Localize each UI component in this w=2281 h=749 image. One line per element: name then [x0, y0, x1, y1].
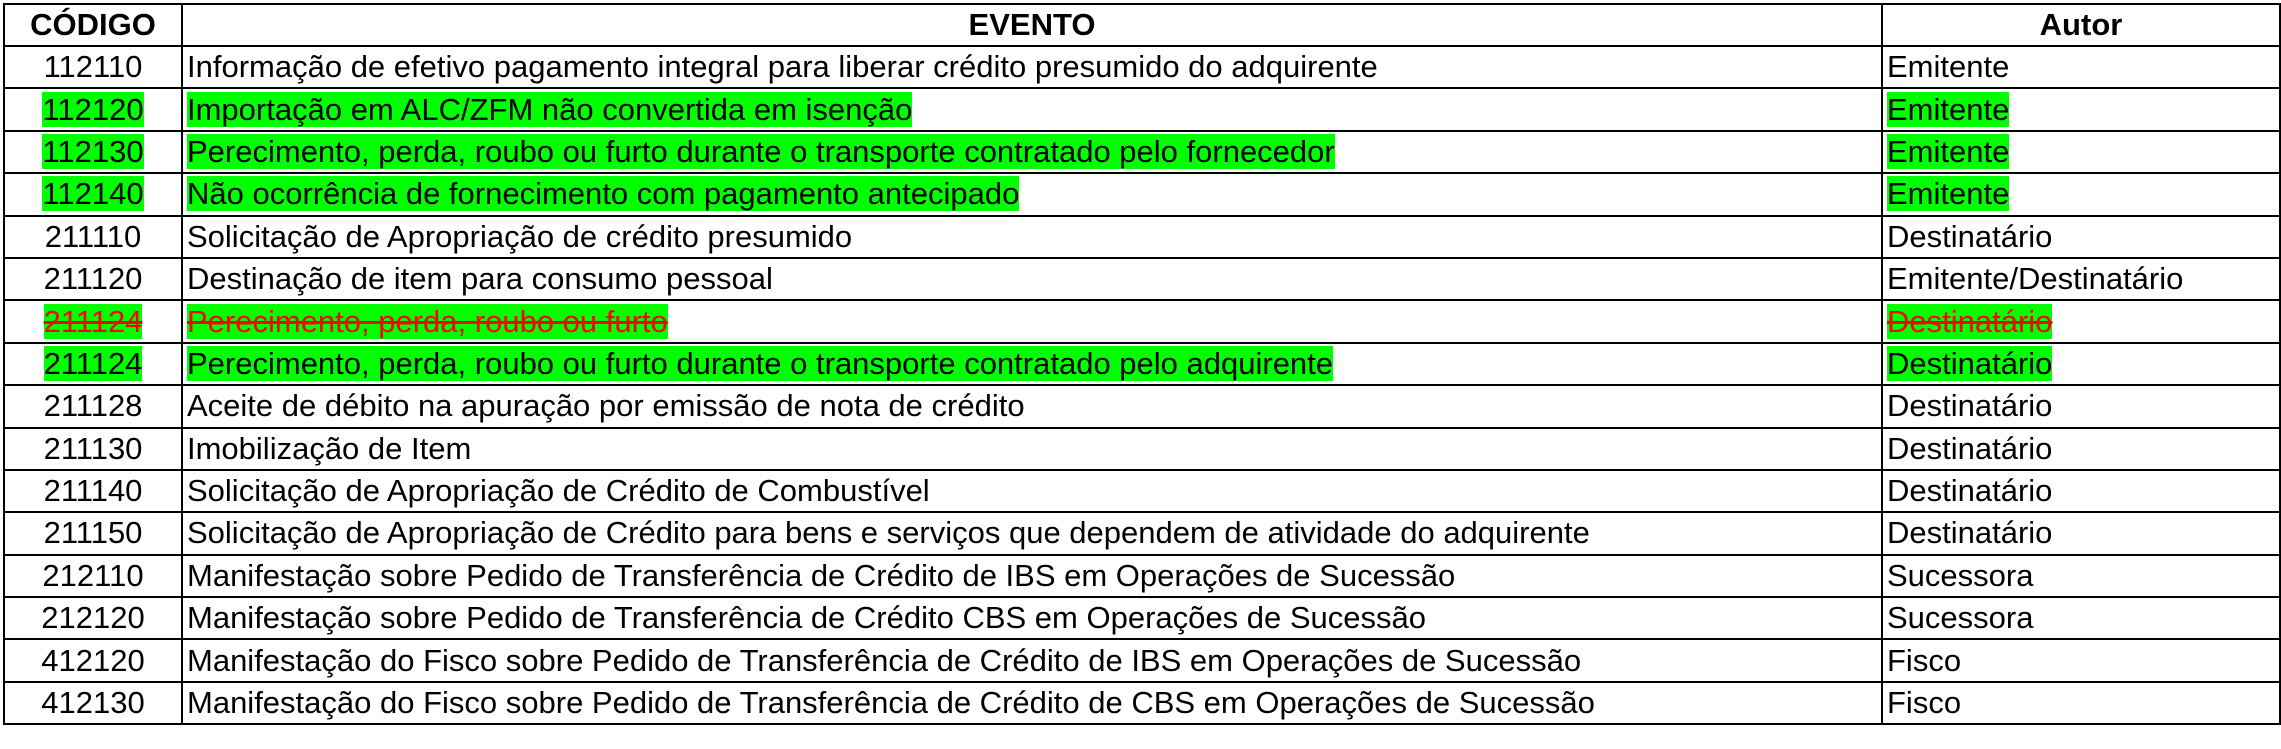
table-row — [4, 512, 2280, 554]
code-cell — [4, 428, 182, 470]
author-cell — [1882, 300, 2280, 342]
code-cell-text: 112130 — [42, 133, 144, 169]
event-cell-text: Manifestação sobre Pedido de Transferência de Crédito de IBS em Operações de Sucessão — [187, 557, 1456, 593]
event-cell-text: Solicitação de Apropriação de Crédito de Combustível — [187, 473, 930, 509]
event-cell — [182, 216, 1882, 258]
event-cell-text: Imobilização de Item — [187, 430, 472, 466]
code-cell — [4, 597, 182, 639]
table-row — [4, 470, 2280, 512]
code-cell — [4, 639, 182, 681]
author-cell — [1882, 428, 2280, 470]
event-cell-text: Manifestação do Fisco sobre Pedido de Transferência de Crédito de CBS em Operações de Sucessão — [187, 685, 1595, 721]
code-cell-text: 412130 — [41, 685, 145, 721]
table-row — [4, 343, 2280, 385]
code-cell-text: 112110 — [43, 49, 143, 85]
event-cell-text: Solicitação de Apropriação de crédito presumido — [187, 218, 853, 254]
author-cell-text: Fisco — [1887, 685, 1962, 721]
code-cell — [4, 88, 182, 130]
table-row — [4, 555, 2280, 597]
author-cell — [1882, 258, 2280, 300]
author-cell — [1882, 88, 2280, 130]
event-cell-text: Importação em ALC/ZFM não convertida em isenção — [187, 91, 913, 127]
code-cell — [4, 682, 182, 724]
code-cell-text: 211120 — [43, 261, 143, 297]
code-cell — [4, 173, 182, 215]
author-cell-text: Destinatário — [1887, 430, 2053, 466]
code-cell — [4, 470, 182, 512]
author-cell — [1882, 46, 2280, 88]
event-cell — [182, 385, 1882, 427]
author-cell-text: Emitente — [1887, 133, 2010, 169]
code-cell-text: 211150 — [43, 515, 143, 551]
code-cell — [4, 343, 182, 385]
code-cell-text: 211110 — [44, 218, 142, 254]
event-cell — [182, 258, 1882, 300]
table-row — [4, 639, 2280, 681]
author-cell — [1882, 131, 2280, 173]
event-cell-text: Manifestação sobre Pedido de Transferência de Crédito CBS em Operações de Sucessão — [187, 600, 1426, 636]
code-cell-text: 211124 — [43, 345, 143, 381]
event-cell — [182, 470, 1882, 512]
event-cell — [182, 173, 1882, 215]
event-cell — [182, 512, 1882, 554]
event-cell — [182, 343, 1882, 385]
code-cell-text: 211124 — [43, 303, 143, 339]
author-cell-text: Emitente — [1887, 91, 2010, 127]
event-cell — [182, 597, 1882, 639]
table-row — [4, 173, 2280, 215]
code-cell-text: 211140 — [43, 473, 143, 509]
author-cell-text: Sucessora — [1887, 557, 2034, 593]
event-cell — [182, 300, 1882, 342]
event-cell — [182, 639, 1882, 681]
table-row — [4, 385, 2280, 427]
event-cell — [182, 682, 1882, 724]
author-cell-text: Destinatário — [1887, 388, 2053, 424]
table-row — [4, 131, 2280, 173]
code-cell — [4, 131, 182, 173]
table-row — [4, 597, 2280, 639]
code-cell — [4, 300, 182, 342]
event-cell — [182, 46, 1882, 88]
author-cell — [1882, 512, 2280, 554]
author-cell — [1882, 343, 2280, 385]
author-cell — [1882, 639, 2280, 681]
event-cell — [182, 428, 1882, 470]
code-cell-text: 211130 — [43, 430, 143, 466]
author-cell — [1882, 555, 2280, 597]
code-cell-text: 112120 — [42, 91, 144, 127]
event-cell-text: Informação de efetivo pagamento integral para liberar crédito presumido do adquirente — [187, 49, 1378, 85]
author-cell — [1882, 682, 2280, 724]
author-cell-text: Destinatário — [1887, 303, 2053, 339]
code-cell — [4, 512, 182, 554]
event-cell-text: Perecimento, perda, roubo ou furto durante o transporte contratado pelo fornecedor — [187, 133, 1335, 169]
event-cell-text: Solicitação de Apropriação de Crédito para bens e serviços que dependem de atividade do adquirente — [187, 515, 1590, 551]
header-author: Autor — [1882, 4, 2280, 46]
table-row — [4, 258, 2280, 300]
table-row — [4, 300, 2280, 342]
code-cell — [4, 216, 182, 258]
author-cell-text: Destinatário — [1887, 515, 2053, 551]
author-cell-text: Sucessora — [1887, 600, 2034, 636]
author-cell — [1882, 597, 2280, 639]
event-cell-text: Perecimento, perda, roubo ou furto durante o transporte contratado pelo adquirente — [187, 345, 1334, 381]
header-code: CÓDIGO — [4, 4, 182, 46]
code-cell — [4, 385, 182, 427]
header-event: EVENTO — [182, 4, 1882, 46]
table-body — [4, 46, 2280, 724]
author-cell-text: Emitente — [1887, 176, 2010, 212]
author-cell-text: Emitente/Destinatário — [1887, 261, 2184, 297]
table-header — [4, 4, 2280, 46]
events-table — [3, 3, 2281, 725]
table-row — [4, 428, 2280, 470]
table-row — [4, 46, 2280, 88]
event-cell — [182, 555, 1882, 597]
code-cell-text: 212110 — [42, 557, 144, 593]
code-cell — [4, 555, 182, 597]
table-row — [4, 682, 2280, 724]
author-cell — [1882, 173, 2280, 215]
code-cell-text: 412120 — [41, 642, 145, 678]
event-cell — [182, 88, 1882, 130]
code-cell-text: 112140 — [42, 176, 144, 212]
code-cell — [4, 46, 182, 88]
author-cell-text: Fisco — [1887, 642, 1962, 678]
event-cell-text: Manifestação do Fisco sobre Pedido de Transferência de Crédito de IBS em Operações de Sucessão — [187, 642, 1582, 678]
author-cell-text: Destinatário — [1887, 218, 2053, 254]
author-cell — [1882, 470, 2280, 512]
event-cell — [182, 131, 1882, 173]
author-cell-text: Destinatário — [1887, 473, 2053, 509]
author-cell-text: Emitente — [1887, 49, 2010, 85]
event-cell-text: Perecimento, perda, roubo ou furto — [187, 303, 668, 339]
event-cell-text: Destinação de item para consumo pessoal — [187, 261, 773, 297]
code-cell-text: 211128 — [43, 388, 143, 424]
author-cell-text: Destinatário — [1887, 345, 2053, 381]
author-cell — [1882, 385, 2280, 427]
header-row — [4, 4, 2280, 46]
table-row — [4, 216, 2280, 258]
table-row — [4, 88, 2280, 130]
event-cell-text: Aceite de débito na apuração por emissão de nota de crédito — [187, 388, 1025, 424]
event-cell-text: Não ocorrência de fornecimento com pagamento antecipado — [187, 176, 1020, 212]
code-cell-text: 212120 — [41, 600, 145, 636]
author-cell — [1882, 216, 2280, 258]
code-cell — [4, 258, 182, 300]
